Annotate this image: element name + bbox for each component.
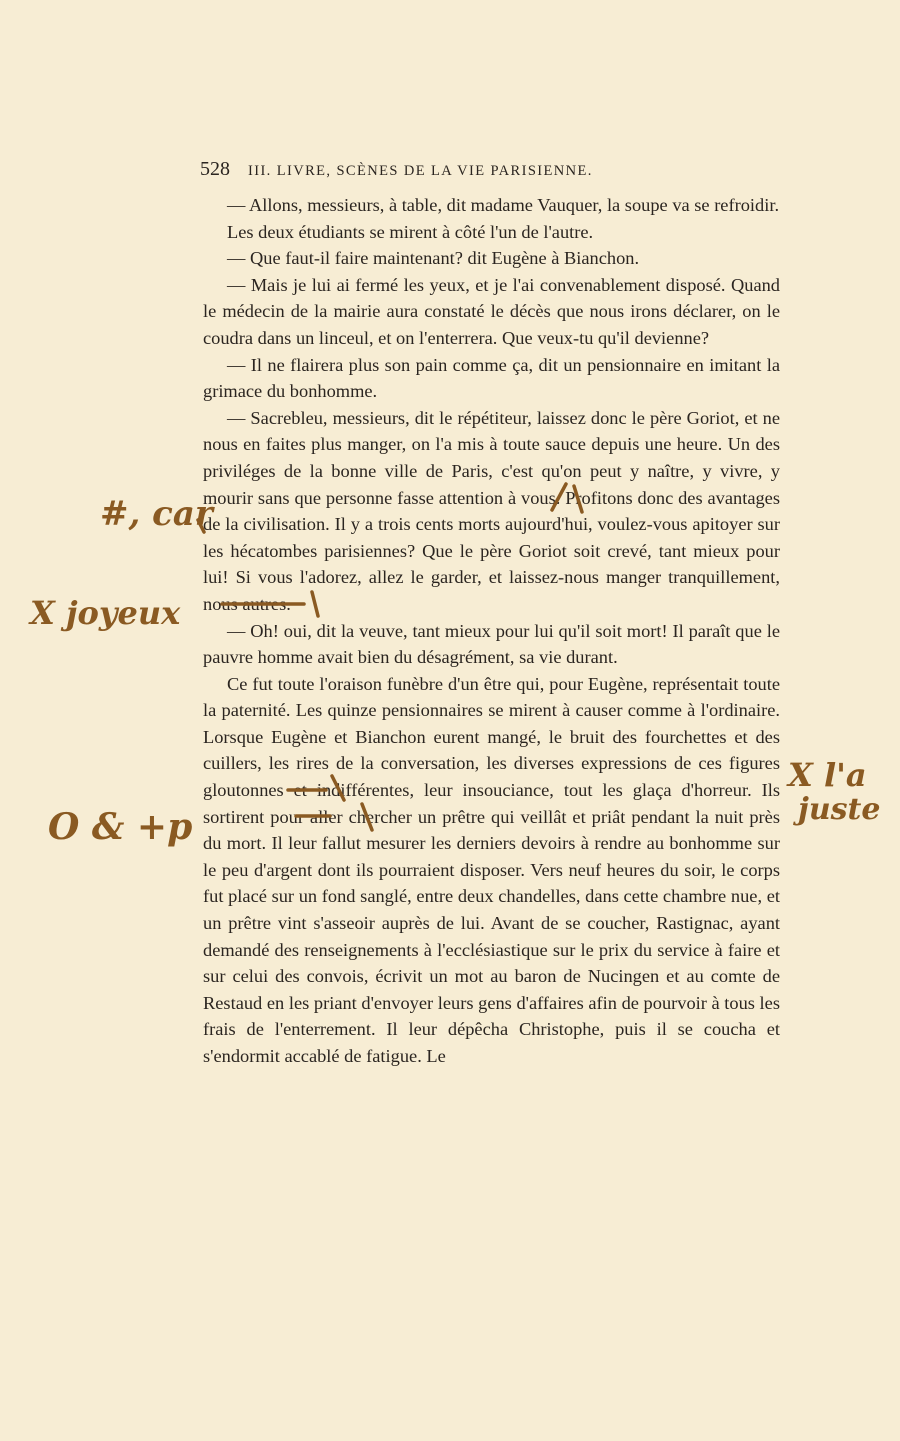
paragraph: Les deux étudiants se mirent à côté l'un de l'autre. xyxy=(227,221,594,242)
paragraph: — Sacrebleu, messieurs, dit le répétiteur, laissez donc le père Goriot, et ne nous en faites plus manger, on l'a mis à toute sauce depuis une heure. Un des priviléges de la bonne ville de Paris, c'est qu'on peut y naître, y vivre, y mourir sans que personne fasse attention à vous. Profitons donc des avantages de la civilisation. Il y a trois cents morts aujourd'hui, voulez-vous apitoyer sur les hécatombes parisiennes? Que le père Goriot soit crevé, tant mieux pour lui! Si vous l'adorez, allez le garder, et laissez-nous manger tranquillement, nous autres. xyxy=(203,407,780,614)
paragraph: — Allons, messieurs, à table, dit madame Vauquer, la soupe va se refroidir. xyxy=(227,195,780,215)
paragraph: — Oh! oui, dit la veuve, tant mieux pour lui qu'il soit mort! Il paraît que le pauvre homme avait bien du désagrément, sa vie durant. xyxy=(203,620,780,668)
paragraph: Ce fut toute l'oraison funèbre d'un être qui, pour Eugène, représentait toute la paternité. Les quinze pensionnaires se mirent à causer comme à l'ordinaire. Lorsque Eugène et Bianchon eurent mangé, le bruit des fourchettes et des cuillers, les rires de la conversation, les diverses expressions de ces figures gloutonnes et indifférentes, leur insouciance, tout les glaça d'horreur. Ils sortirent pour aller chercher un prêtre qui veillât et priât pendant la nuit près du mort. Il leur fallut mesurer les derniers devoirs à rendre au bonhomme sur le peu d'argent dont ils pourraient disposer. Vers neuf heures du soir, le corps fut placé sur un fond sanglé, entre deux chandelles, dans cette chambre nue, et un prêtre vint s'asseoir auprès de lui. Avant de se coucher, Rastignac, ayant demandé des renseignements à l'ecclésiastique sur le prix du service à faire et sur celui des convois, écrivit un mot au baron de Nucingen et au comte de Restaud en les priant d'envoyer leurs gens d'affaires afin de pourvoir à tous les frais de l'enterrement. Il leur dépêcha Christophe, puis il se coucha et s'endormit accablé de fatigue. Le xyxy=(203,673,780,1066)
running-header xyxy=(200,158,785,181)
body-text xyxy=(203,192,780,1070)
margin-annotation: #, car xyxy=(100,494,213,534)
margin-annotation: O & +p xyxy=(48,806,193,848)
margin-annotation: X joyeux xyxy=(30,594,181,632)
margin-annotation: X l'a xyxy=(788,756,867,794)
running-title: III. LIVRE, SCÈNES DE LA VIE PARISIENNE. xyxy=(248,163,593,179)
paragraph: — Il ne flairera plus son pain comme ça, dit un pensionnaire en imitant la grimace du bonhomme. xyxy=(203,354,780,402)
page-number: 528 xyxy=(200,158,230,180)
margin-annotation: juste xyxy=(798,792,881,827)
paragraph: — Que faut-il faire maintenant? dit Eugène à Bianchon. xyxy=(227,248,640,269)
paragraph: — Mais je lui ai fermé les yeux, et je l'ai convenablement disposé. Quand le médecin de la mairie aura constaté le décès que nous irons déclarer, on le coudra dans un linceul, et on l'enterrera. Que veux-tu qu'il devienne? xyxy=(203,274,780,348)
